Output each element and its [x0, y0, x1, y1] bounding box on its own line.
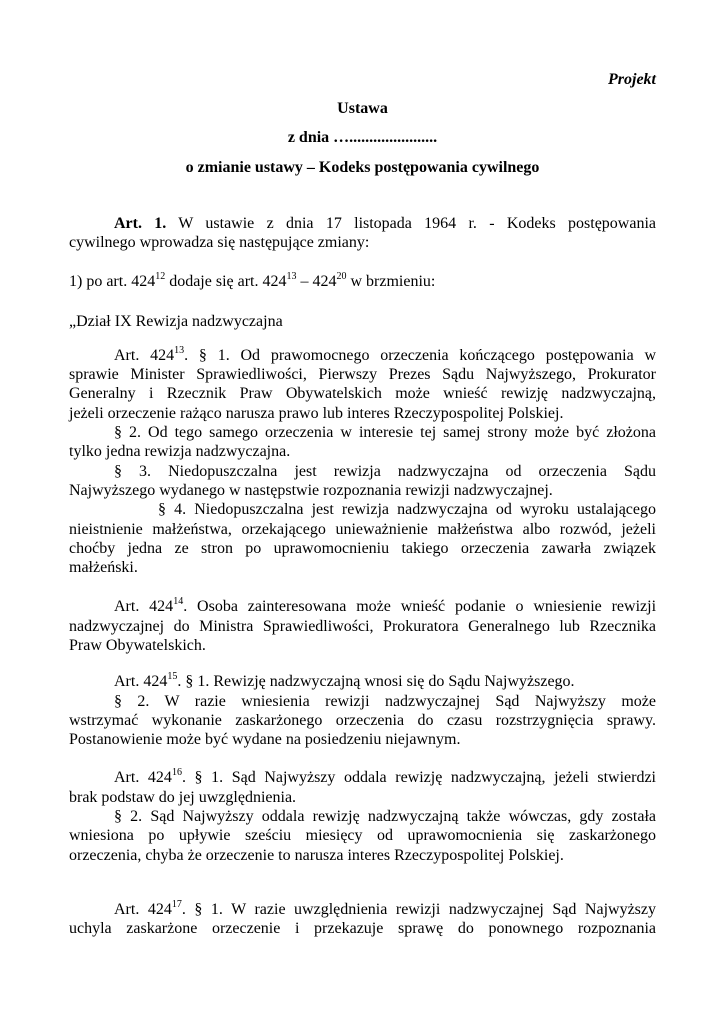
art-424-15-line-2: § 2. W razie wniesienia rewizji nadzwyczajnej Sąd Najwyższy może — [114, 693, 656, 710]
art-424-13-line-1: Art. $424^{13}$. § 1. Od prawomocnego orzeczenia kończącego postępowania w — [114, 344, 657, 364]
projekt-label: Projekt — [608, 71, 656, 88]
art-424-16-line-2: brak podstaw do jej uwzględnienia. — [69, 789, 297, 806]
art-424-16-line-3: § 2. Sąd Najwyższy oddala rewizję nadzwyczajną także wówczas, gdy została — [114, 808, 656, 825]
art-424-14-line-2: nadzwyczajnej do Ministra Sprawiedliwości, Prokuratora Generalnego lub Rzecznika — [69, 618, 656, 635]
art-424-16-line-1: Art. $424^{16}$. § 1. Sąd Najwyższy oddala rewizję nadzwyczajną, jeżeli stwierdzi — [114, 766, 657, 786]
art-424-16-line-5: orzeczenia, chyba że orzeczenie to narusza interes Rzeczypospolitej Polskiej. — [69, 847, 564, 864]
art-424-13-line-8: Najwyższego wydanego w następstwie rozpoznania rewizji nadzwyczajnej. — [69, 482, 553, 499]
art-424-15-line-4: Postanowienie może być wydane na posiedzeniu niejawnym. — [69, 731, 461, 748]
art1-line-1: Art. 1. W ustawie z dnia 17 listopada 1964 r. - Kodeks postępowania — [114, 215, 656, 232]
art-424-13-line-11: choćby jedna ze stron po uprawomocnieniu takiego orzeczenia zawarła związek — [69, 540, 656, 557]
art-424-14-line-3: Praw Obywatelskich. — [69, 637, 206, 654]
point-1: 1) po art. $424^{12}$ dodaje się art. $424^{13} - 424^{20}$ w brzmieniu: — [69, 270, 436, 290]
dzial-heading: „Dział IX Rewizja nadzwyczajna — [69, 313, 283, 330]
art-424-15-line-3: wstrzymać wykonanie zaskarżonego orzeczenia do czasu rozstrzygnięcia sprawy. — [69, 712, 656, 729]
art-424-13-line-4: jeżeli orzeczenie rażąco narusza prawo lub interes Rzeczypospolitej Polskiej. — [69, 405, 564, 422]
art-424-14-line-1: Art. $424^{14}$. Osoba zainteresowana może wnieść podanie o wniesienie rewizji — [114, 595, 657, 615]
document-date: z dnia …...................... — [287, 129, 438, 146]
art-424-17-line-1: Art. $424^{17}$. § 1. W razie uwzględnienia rewizji nadzwyczajnej Sąd Najwyższy — [114, 898, 657, 918]
art1-line-2: cywilnego wprowadza się następujące zmiany: — [69, 234, 370, 251]
art-424-13-line-9: § 4. Niedopuszczalna jest rewizja nadzwyczajna od wyroku ustalającego — [158, 501, 656, 518]
art-424-13-line-12: małżeński. — [69, 559, 138, 576]
art-424-17-line-2: uchyla zaskarżone orzeczenie i przekazuje sprawę do ponownego rozpoznania — [69, 920, 656, 937]
art-424-13-line-7: § 3. Niedopuszczalna jest rewizja nadzwyczajna od orzeczenia Sądu — [114, 463, 656, 480]
art-424-16-line-4: wniesiona po upływie sześciu miesięcy od uprawomocnienia się zaskarżonego — [69, 827, 656, 844]
art-424-13-line-10: nieistnienie małżeństwa, orzekającego unieważnienie małżeństwa albo rozwód, jeżeli — [69, 521, 656, 538]
art-424-13-line-3: Generalny i Rzecznik Praw Obywatelskich może wnieść rewizję nadzwyczajną, — [69, 385, 656, 402]
art-424-13-line-5: § 2. Od tego samego orzeczenia w interesie tej samej strony może być złożona — [114, 424, 656, 441]
document-title: Ustawa — [337, 100, 388, 117]
art-424-13-line-6: tylko jedna rewizja nadzwyczajna. — [69, 443, 291, 460]
document-subject: o zmianie ustawy – Kodeks postępowania cywilnego — [185, 159, 540, 176]
art-424-13-line-2: sprawie Minister Sprawiedliwości, Pierwszy Prezes Sądu Najwyższego, Prokurator — [69, 366, 656, 383]
art-424-15-line-1: Art. $424^{15}$. § 1. Rewizję nadzwyczajną wnosi się do Sądu Najwyższego. — [114, 670, 575, 690]
